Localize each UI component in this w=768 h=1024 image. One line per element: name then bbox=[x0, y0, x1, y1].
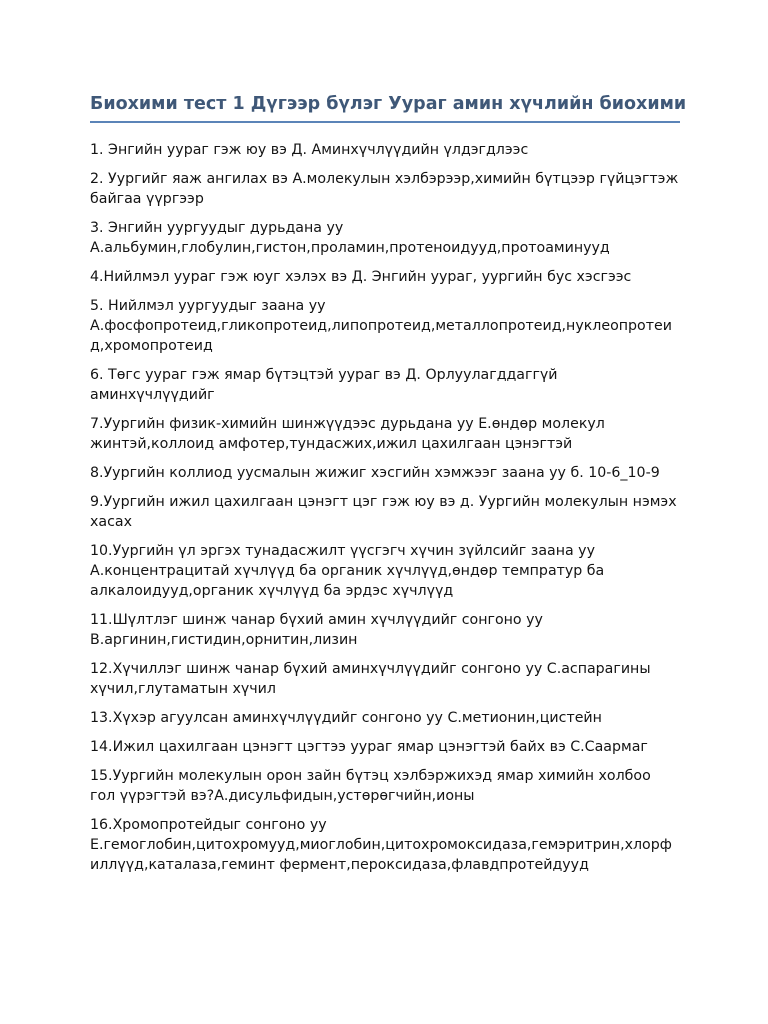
title-underline bbox=[90, 121, 680, 123]
question-item: 14.Ижил цахилгаан цэнэгт цэгтээ уураг ямар цэнэгтэй байх вэ С.Саармаг bbox=[90, 739, 648, 755]
question-item: 13.Хүхэр агуулсан аминхүчлүүдийг сонгоно уу С.метионин,цистейн bbox=[90, 710, 602, 726]
question-list bbox=[90, 140, 680, 875]
question-item: 7.Уургийн физик-химийн шинжүүдээс дурьдана уу Е.өндөр молекул жинтэй,коллоид амфотер,тундасжих,ижил цахилгаан цэнэгтэй bbox=[90, 416, 605, 452]
question-item: 8.Уургийн коллиод уусмалын жижиг хэсгийн хэмжээг заана уу б. 10-6_10-9 bbox=[90, 465, 660, 481]
question-item: 5. Нийлмэл уургуудыг заана уу А.фосфопротеид,гликопротеид,липопротеид,металлопротеид,нуклеопротеид,хромопротеид bbox=[90, 298, 672, 354]
document-page bbox=[90, 92, 687, 884]
document-title: Биохими тест 1 Дүгээр бүлэг Уураг амин хүчлийн биохими bbox=[90, 94, 687, 114]
question-item: 9.Уургийн ижил цахилгаан цэнэгт цэг гэж юу вэ д. Уургийн молекулын нэмэх хасах bbox=[90, 494, 677, 530]
question-item: 1. Энгийн уураг гэж юу вэ Д. Аминхүчлүүдийн үлдэгдлээс bbox=[90, 142, 529, 158]
question-item: 11.Шүлтлэг шинж чанар бүхий амин хүчлүүдийг сонгоно уу В.аргинин,гистидин,орнитин,лизин bbox=[90, 612, 543, 648]
question-item: 15.Уургийн молекулын орон зайн бүтэц хэлбэржихэд ямар химийн холбоо гол үүрэгтэй вэ?А.дисульфидын,устөрөгчийн,ионы bbox=[90, 768, 651, 804]
question-item: 4.Нийлмэл уураг гэж юуг хэлэх вэ Д. Энгийн уураг, уургийн бус хэсгээс bbox=[90, 269, 632, 285]
question-item: 16.Хромопротейдыг сонгоно уу Е.гемоглобин,цитохромууд,миоглобин,цитохромоксидаза,гемэритрин,хлорфиллүүд,каталаза,геминт фермент,пероксидаза,флавдпротейдууд bbox=[90, 817, 672, 873]
question-item: 12.Хүчиллэг шинж чанар бүхий аминхүчлүүдийг сонгоно уу С.аспарагины хүчил,глутаматын хүчил bbox=[90, 661, 651, 697]
question-item: 6. Төгс уураг гэж ямар бүтэцтэй уураг вэ Д. Орлуулагддаггүй аминхүчлүүдийг bbox=[90, 367, 558, 403]
question-item: 10.Уургийн үл эргэх тунадасжилт үүсгэгч хүчин зүйлсийг заана уу А.концентрацитай хүчлүүд ба органик хүчлүүд,өндөр темпратур ба алкалоидууд,органик хүчлүүд ба эрдэс хүчлүүд bbox=[90, 543, 605, 599]
question-item: 3. Энгийн уургуудыг дурьдана уу А.альбумин,глобулин,гистон,проламин,протеноидууд,протоаминууд bbox=[90, 220, 610, 256]
question-item: 2. Уургийг яаж ангилах вэ А.молекулын хэлбэрээр,химийн бүтцээр гүйцэгтэж байгаа үүргээр bbox=[90, 171, 679, 207]
